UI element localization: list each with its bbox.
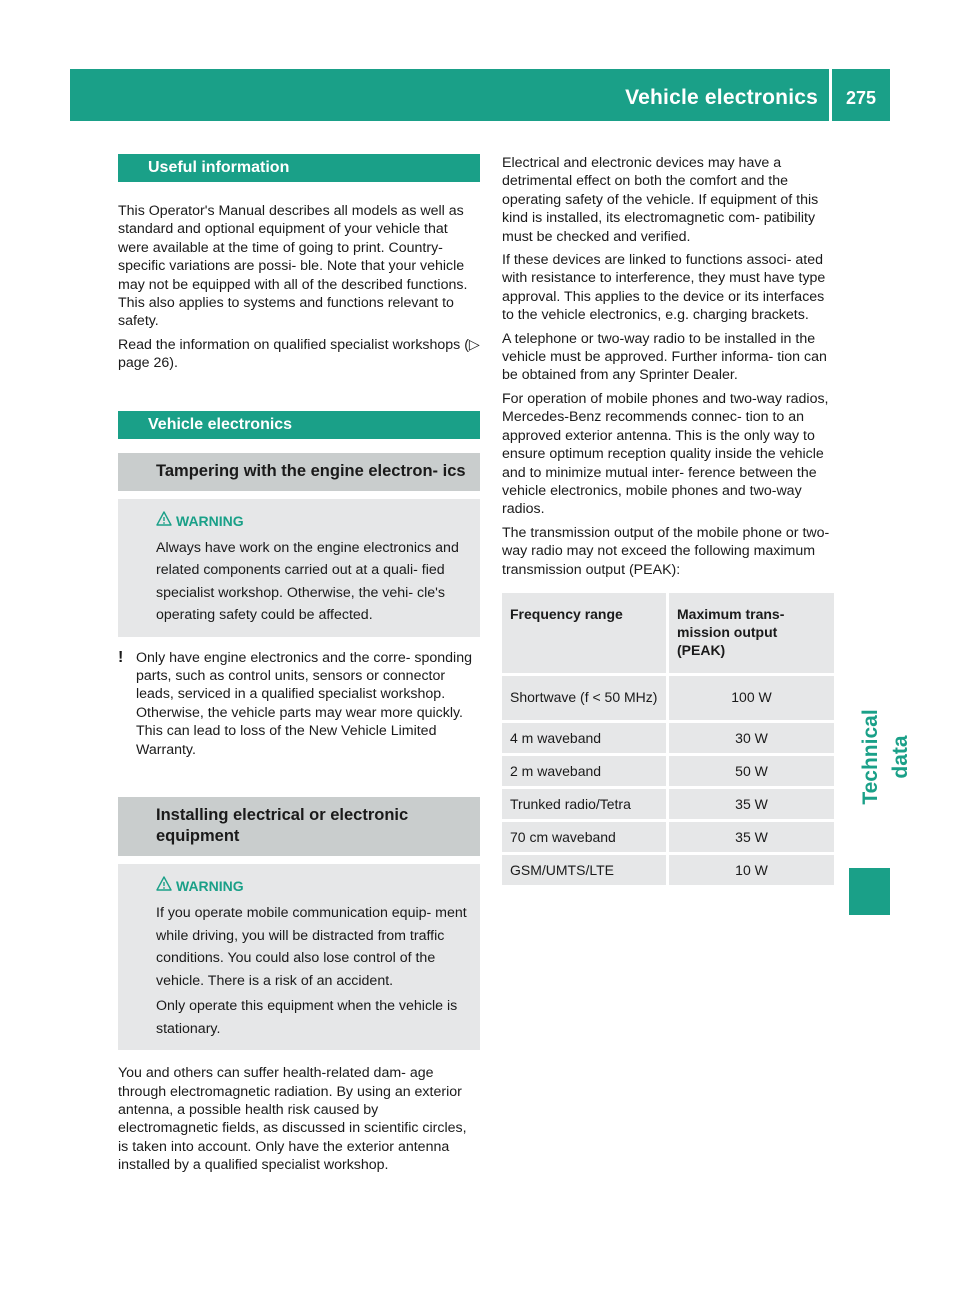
table-cell-range: 4 m waveband bbox=[502, 723, 666, 753]
warning-text: If you operate mobile communication equip- ment while driving, you will be distracted from traffic conditions. You could also lose control of the vehicle. There is a risk of an accident. bbox=[156, 905, 467, 989]
notice-block bbox=[118, 649, 480, 759]
table-row bbox=[502, 676, 834, 720]
transmission-output-table bbox=[502, 590, 834, 888]
table-row bbox=[502, 723, 834, 753]
table-cell-output: 10 W bbox=[666, 855, 834, 885]
warning-triangle-icon bbox=[156, 511, 172, 527]
warning-label: WARNING bbox=[176, 878, 244, 895]
notice-text: Only have engine electronics and the corre- sponding parts, such as control units, sensors or connector leads, serviced in a qualified specialist workshop. Otherwise, the vehicle parts may wear more quickly. This can lead to loss of the New Vehicle Limited Warranty. bbox=[136, 649, 472, 758]
side-tab-marker bbox=[849, 868, 890, 915]
warning-triangle-icon bbox=[156, 876, 172, 892]
side-tab-label: Technical data bbox=[859, 709, 912, 805]
table-row bbox=[502, 855, 834, 885]
table-cell-output: 100 W bbox=[666, 676, 834, 720]
paragraph-approval: A telephone or two-way radio to be installed in the vehicle must be approved. Further informa- tion can be obtained from any Sprinter Dealer. bbox=[502, 330, 827, 384]
vehicle-electronics-heading: Vehicle electronics bbox=[118, 411, 480, 439]
warning-text: Always have work on the engine electronics and related components carried out at a quali- fied specialist workshop. Otherwise, the vehi- cle's operating safety could be affected. bbox=[156, 539, 459, 624]
warning-label: WARNING bbox=[176, 512, 244, 529]
table-cell-output: 35 W bbox=[666, 789, 834, 819]
notice-exclamation-icon: ! bbox=[118, 648, 124, 666]
paragraph-output: The transmission output of the mobile phone or two-way radio may not exceed the following maximum transmission output (PEAK): bbox=[502, 524, 830, 578]
paragraph-emc: Electrical and electronic devices may have a detrimental effect on both the comfort and the operating safety of the vehicle. If equipment of this kind is installed, its electromagnetic com- patibility must be checked and verified. bbox=[502, 155, 819, 245]
header-title: Vehicle electronics bbox=[625, 86, 818, 109]
installing-heading: Installing electrical or electronic equipment bbox=[118, 797, 480, 856]
page-number: 275 bbox=[845, 88, 877, 108]
tampering-heading: Tampering with the engine electron- ics bbox=[118, 453, 480, 491]
table-cell-range: 2 m waveband bbox=[502, 756, 666, 786]
tampering-warning-box bbox=[118, 499, 480, 637]
table-header-row bbox=[502, 593, 834, 673]
right-column bbox=[502, 154, 834, 888]
page-header bbox=[70, 69, 890, 121]
paragraph-antenna: For operation of mobile phones and two-way radios, Mercedes-Benz recommends connec- tion to an approved exterior antenna. This is the only way to ensure optimum reception quality inside the vehicle and to minimize mutual inter- ference between the vehicle electronics, mobile phones and two-way radios. bbox=[502, 390, 829, 518]
left-column bbox=[118, 154, 480, 1175]
paragraph-type-approval: If these devices are linked to functions associ- ated with resistance to interference, they must have type approval. This applies to the device or its interfaces to the vehicle electronics, e.g. charging brackets. bbox=[502, 252, 826, 324]
table-cell-range: Trunked radio/Tetra bbox=[502, 789, 666, 819]
table-row bbox=[502, 789, 834, 819]
useful-info-heading: Useful information bbox=[118, 154, 480, 182]
table-cell-output: 50 W bbox=[666, 756, 834, 786]
warning-text: Only operate this equipment when the vehicle is stationary. bbox=[156, 998, 458, 1037]
radiation-paragraph: You and others can suffer health-related dam- age through electromagnetic radiation. By using an exterior antenna, a possible health risk caused by electromagnetic fields, as discussed in scientific circles, is taken into account. Only have the exterior antenna installed by a qualified specialist workshop. bbox=[118, 1065, 467, 1174]
table-row bbox=[502, 822, 834, 852]
column-header: Maximum trans- mission output (PEAK) bbox=[666, 593, 834, 673]
table-row bbox=[502, 756, 834, 786]
table-cell-output: 30 W bbox=[666, 723, 834, 753]
useful-info-paragraph: This Operator's Manual describes all models as well as standard and optional equipment of your vehicle that were available at the time of going to print. Country-specific variations are possi- ble. Note that your vehicle may not be equipped with all of the described functions. This also applies to systems and functions relevant to safety. bbox=[118, 203, 468, 330]
workshop-reference: Read the information on qualified specialist workshops (▷ page 26). bbox=[118, 336, 480, 372]
table-cell-range: Shortwave (f < 50 MHz) bbox=[502, 676, 666, 720]
installing-warning-box bbox=[118, 864, 480, 1050]
column-header: Frequency range bbox=[502, 593, 666, 673]
table-cell-range: GSM/UMTS/LTE bbox=[502, 855, 666, 885]
table-cell-range: 70 cm waveband bbox=[502, 822, 666, 852]
table-cell-output: 35 W bbox=[666, 822, 834, 852]
